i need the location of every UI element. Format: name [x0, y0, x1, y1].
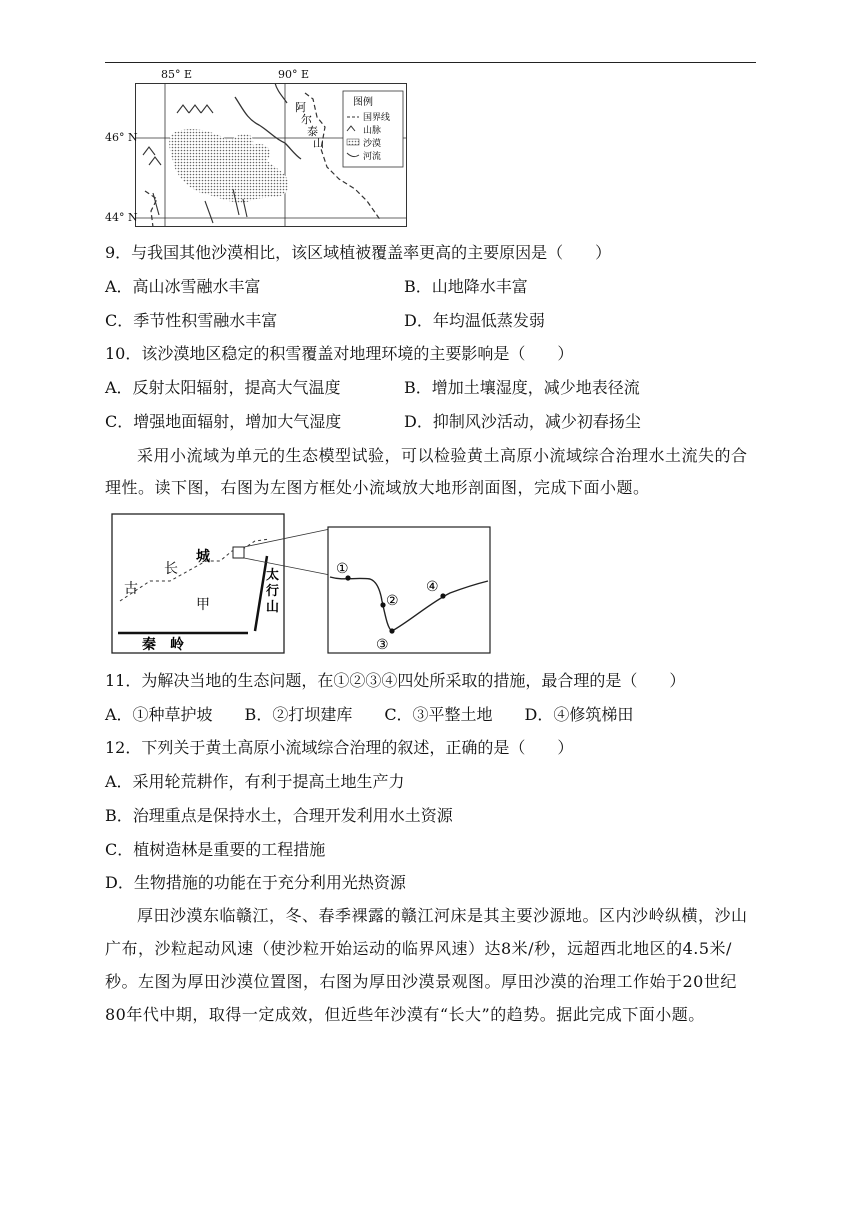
marker-4: ④	[426, 579, 439, 595]
q12-option-b[interactable]: B．治理重点是保持水土，合理开发利用水土资源	[105, 806, 453, 825]
loess-watershed-figure	[110, 511, 492, 657]
header-rule	[105, 62, 756, 63]
q10-option-d[interactable]: D．抑制风沙活动，减少初春扬尘	[404, 412, 641, 431]
q11-options[interactable]: A．①种草护坡 B．②打坝建库 C．③平整土地 D．④修筑梯田	[105, 705, 634, 724]
q12-option-d[interactable]: D．生物措施的功能在于充分利用光热资源	[105, 873, 406, 892]
q9-option-d[interactable]: D．年均温低蒸发弱	[404, 311, 545, 330]
q9-stem: 9．与我国其他沙漠相比，该区域植被覆盖率更高的主要原因是（ ）	[105, 243, 612, 262]
map1-mountain-label: 阿尔泰山	[295, 101, 324, 150]
lat-label-46: 46° N	[105, 131, 138, 144]
legend-item-desert: 沙漠	[363, 139, 382, 149]
q10-option-c[interactable]: C．增强地面辐射，增加大气湿度	[105, 412, 342, 431]
label-jia: 甲	[196, 597, 210, 613]
legend-title: 图例	[353, 97, 373, 108]
label-gu: 古	[124, 581, 138, 597]
q10-option-b[interactable]: B．增加土壤湿度，减少地表径流	[404, 378, 640, 397]
label-cheng: 城	[196, 549, 210, 565]
q9-option-c[interactable]: C．季节性积雪融水丰富	[105, 311, 278, 330]
q10-stem: 10．该沙漠地区稳定的积雪覆盖对地理环境的主要影响是（ ）	[105, 344, 574, 363]
q10-option-a[interactable]: A．反射太阳辐射，提高大气温度	[105, 378, 341, 397]
label-qinling: 秦 岭	[142, 637, 184, 653]
marker-2: ②	[386, 593, 399, 609]
lon-label-85: 85° E	[161, 68, 193, 81]
q12-option-a[interactable]: A．采用轮荒耕作，有利于提高土地生产力	[105, 772, 405, 791]
legend-item-river: 河流	[363, 152, 382, 162]
legend-item-border: 国界线	[363, 113, 391, 123]
q9-option-a[interactable]: A．高山冰雪融水丰富	[105, 277, 261, 296]
label-taihang: 太行山	[266, 568, 280, 615]
lat-label-44: 44° N	[105, 211, 138, 224]
detail-box	[233, 547, 244, 558]
q12-option-c[interactable]: C．植树造林是重要的工程措施	[105, 840, 326, 859]
marker-3: ③	[376, 637, 389, 653]
label-chang: 长	[164, 561, 178, 577]
lon-label-90: 90° E	[278, 68, 310, 81]
legend-item-mountain: 山脉	[363, 126, 382, 136]
q11-stem: 11．为解决当地的生态问题，在①②③④四处所采取的措施，最合理的是（ ）	[105, 671, 686, 690]
marker-1: ①	[336, 561, 349, 577]
intro-loess-plateau: 采用小流域为单元的生态模型试验，可以检验黄土高原小流域综合治理水土流失的合理性。读下图，右图为左图方框处小流域放大地形剖面图，完成下面小题。	[105, 446, 748, 497]
q12-stem: 12．下列关于黄土高原小流域综合治理的叙述，正确的是（ ）	[105, 738, 574, 757]
desert-location-map	[135, 83, 407, 227]
q9-option-b[interactable]: B．山地降水丰富	[404, 277, 528, 296]
intro-houtian-desert: 厚田沙漠东临赣江，冬、春季裸露的赣江河床是其主要沙源地。区内沙岭纵横，沙山广布，沙粒起动风速（使沙粒开始运动的临界风速）达8米/秒，远超西北地区的4.5米/秒。左图为厚田沙漠位置图，右图为厚田沙漠景观图。厚田沙漠的治理工作始于20世纪80年代中期，取得一定成效，但近些年沙漠有“长大”的趋势。据此完成下面小题。	[105, 906, 748, 1024]
